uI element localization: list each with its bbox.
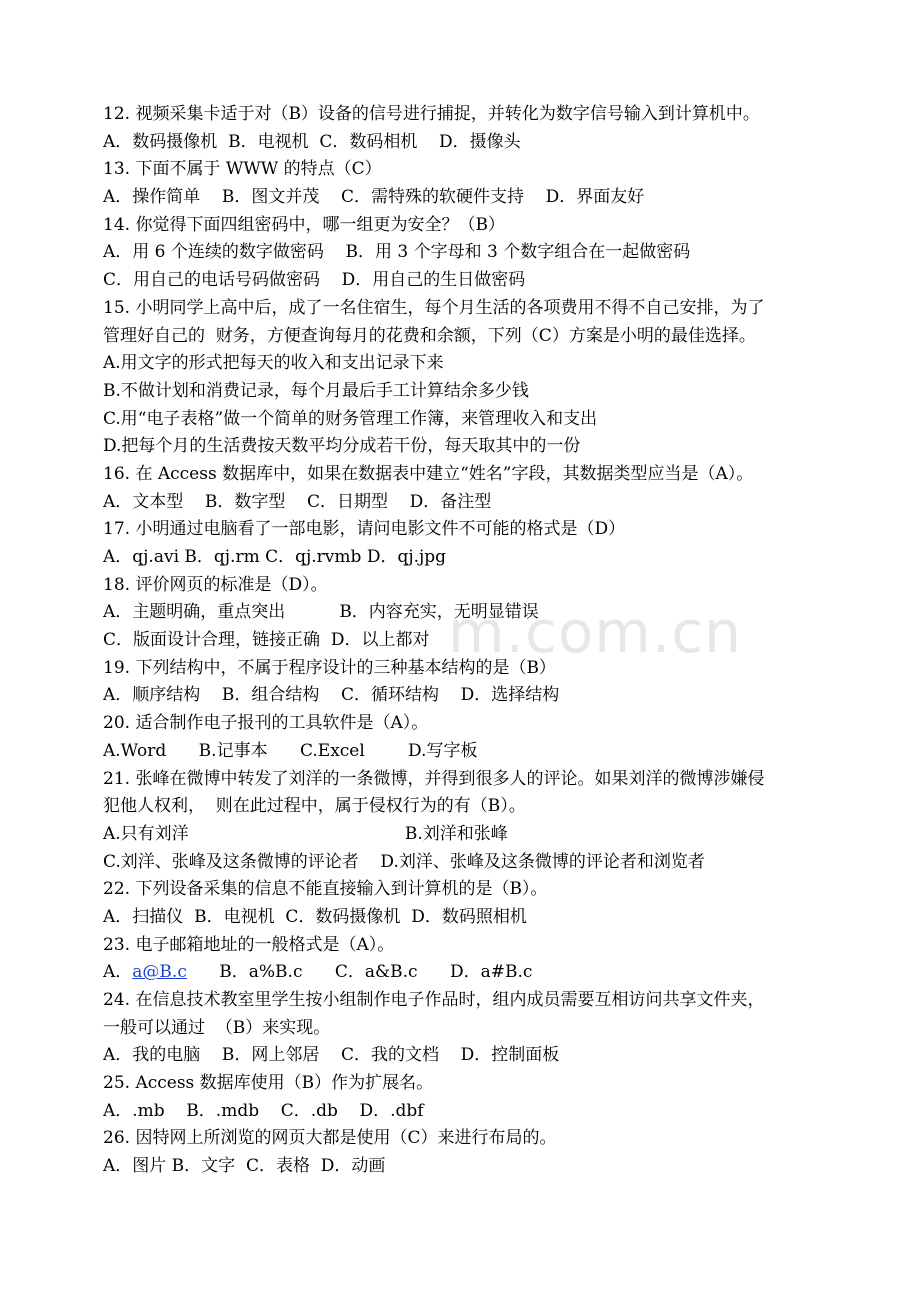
options-14-ab: A．用 6 个连续的数字做密码 B．用 3 个字母和 3 个数字组合在一起做密码 [103,242,691,263]
watermark: m.com.cn [448,598,742,666]
options-22: A．扫描仪 B．电视机 C．数码摄像机 D．数码照相机 [103,906,527,927]
options-16: A．文本型 B．数字型 C．日期型 D．备注型 [103,491,492,512]
options-17: A．qj.avi B．qj.rm C．qj.rvmb D．qj.jpg [103,547,447,567]
question-17: 17. 小明通过电脑看了一部电影，请问电影文件不可能的格式是（D） [103,519,626,540]
question-24-line2: 一般可以通过 （B）来实现。 [103,1017,331,1038]
email-link[interactable]: a@B.c [132,962,187,983]
options-25: A．.mb B．.mdb C．.db D．.dbf [103,1100,424,1121]
question-23: 23. 电子邮箱地址的一般格式是（A）。 [103,934,395,955]
question-19: 19. 下列结构中，不属于程序设计的三种基本结构的是（B） [103,657,556,678]
options-23 [103,959,828,987]
question-13: 13. 下面不属于 WWW 的特点（C） [103,159,382,180]
question-12: 12. 视频采集卡适于对（B）设备的信号进行捕捉，并转化为数字信号输入到计算机中。 [103,104,760,124]
option-23-rest: B．a%B.c C．a&B.c D．a#B.c [186,962,533,983]
question-26: 26. 因特网上所浏览的网页大都是使用（C）来进行布局的。 [103,1128,557,1149]
option-23-prefix: A． [103,962,133,983]
question-list [103,101,828,1181]
question-22: 22. 下列设备采集的信息不能直接输入到计算机的是（B）。 [103,879,548,900]
question-25: 25. Access 数据库使用（B）作为扩展名。 [103,1073,434,1094]
question-24-line1: 24. 在信息技术教室里学生按小组制作电子作品时，组内成员需要互相访问共享文件夹， [103,990,765,1010]
question-16: 16. 在 Access 数据库中，如果在数据表中建立“姓名”字段，其数据类型应当是（A）。 [103,463,754,484]
options-14-cd: C．用自己的电话号码做密码 D．用自己的生日做密码 [103,270,526,291]
options-21-ab: A.只有刘洋 B.刘洋和张峰 [103,823,508,844]
options-20: A.Word B.记事本 C.Excel D.写字板 [103,740,478,761]
options-21-cd: C.刘洋、张峰及这条微博的评论者 D.刘洋、张峰及这条微博的评论者和浏览者 [103,851,705,872]
options-18-cd: C．版面设计合理，链接正确 D．以上都对 [103,630,430,651]
question-15-line1: 15. 小明同学上高中后，成了一名住宿生，每个月生活的各项费用不得不自己安排，为了 [103,297,765,318]
option-15-c: C.用“电子表格”做一个简单的财务管理工作簿，来管理收入和支出 [103,408,598,429]
option-15-d: D.把每个月的生活费按天数平均分成若干份，每天取其中的一份 [103,436,581,457]
options-13: A．操作简单 B．图文并茂 C．需特殊的软硬件支持 D．界面友好 [103,187,645,208]
question-15-line2: 管理好自己的 财务，方便查询每月的花费和余额，下列（C）方案是小明的最佳选择。 [103,325,756,346]
options-19: A．顺序结构 B．组合结构 C．循环结构 D．选择结构 [103,685,560,706]
question-21-line1: 21. 张峰在微博中转发了刘洋的一条微博，并得到很多人的评论。如果刘洋的微博涉嫌侵 [103,768,765,789]
options-24: A．我的电脑 B．网上邻居 C．我的文档 D．控制面板 [103,1045,560,1066]
question-18: 18. 评价网页的标准是（D）。 [103,574,328,595]
options-26: A．图片 B．文字 C．表格 D．动画 [103,1156,386,1177]
option-15-a: A.用文字的形式把每天的收入和支出记录下来 [103,353,444,374]
question-21-line2: 犯他人权利， 则在此过程中，属于侵权行为的有（B）。 [103,796,526,817]
option-15-b: B.不做计划和消费记录，每个月最后手工计算结余多少钱 [103,380,529,401]
options-12: A．数码摄像机 B．电视机 C．数码相机 D．摄像头 [103,131,521,152]
question-20: 20. 适合制作电子报刊的工具软件是（A）。 [103,713,429,734]
options-18-ab: A．主题明确，重点突出 B．内容充实，无明显错误 [103,602,539,623]
question-14: 14. 你觉得下面四组密码中，哪一组更为安全？（B） [103,214,505,235]
